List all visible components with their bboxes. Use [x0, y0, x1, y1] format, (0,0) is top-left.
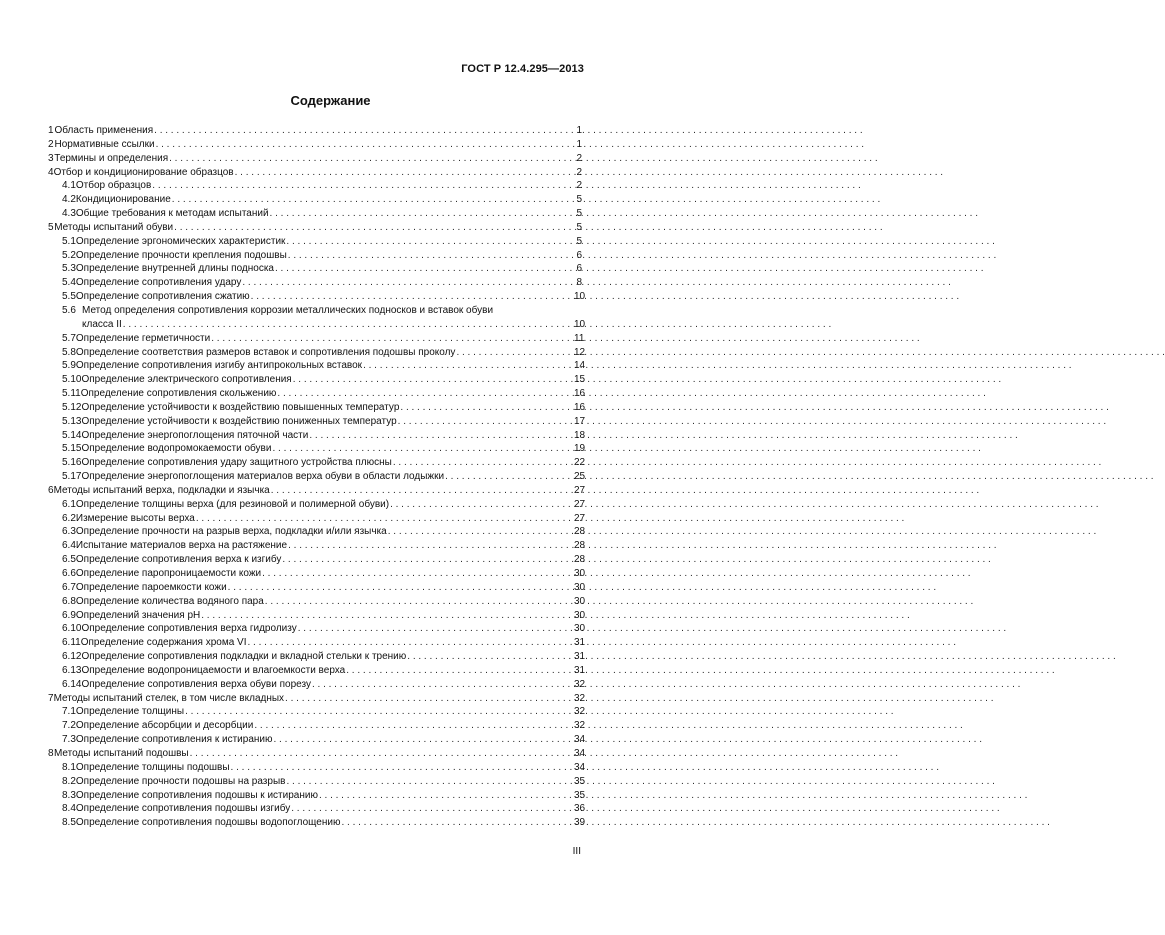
toc-entry[interactable]: [48, 747, 586, 761]
toc-entry-title-continuation: класса II: [82, 318, 122, 330]
toc-entry-page: 28: [574, 540, 586, 552]
toc-leader-dots: [298, 622, 573, 636]
toc-entry-number: 8.2: [62, 775, 76, 787]
toc-entry-number: 5.12: [62, 401, 82, 413]
toc-entry[interactable]: [48, 207, 582, 221]
toc-entry-title: Определение сопротивления верха гидролизу: [81, 623, 297, 635]
toc-entry[interactable]: [48, 789, 586, 803]
toc-leader-dots: [390, 498, 573, 512]
toc-entry-page: 34: [574, 734, 586, 746]
toc-entry-title: Определение прочности подошвы на разрыв: [75, 775, 286, 787]
toc-entry-title: Методы испытаний стелек, в том числе вкладных: [53, 692, 285, 704]
toc-leader-dots: [398, 415, 573, 429]
toc-leader-dots: [154, 124, 573, 138]
toc-entry-title: Определение энергопоглощения пяточной части: [81, 429, 309, 441]
toc-leader-dots: [275, 262, 573, 276]
toc-entry-page: 27: [574, 484, 586, 496]
toc-leader-dots: [312, 678, 573, 692]
toc-entry[interactable]: [48, 719, 586, 733]
toc-entry-number: 6.8: [62, 595, 76, 607]
toc-entry-page: 36: [574, 803, 586, 815]
toc-entry-number: 6.2: [62, 512, 76, 524]
toc-entry-page: 12: [574, 346, 586, 358]
toc-entry-title: Определение сопротивления к истиранию: [75, 734, 273, 746]
toc-entry-title: Область применения: [54, 125, 154, 136]
toc-entry-page: 31: [574, 637, 586, 649]
toc-leader-dots: [346, 664, 573, 678]
toc-entry-title: Определение внутренней длины подноска: [75, 263, 274, 275]
toc-leader-dots: [270, 207, 573, 221]
toc-entry-title: Определение эргономических характеристик: [75, 235, 286, 247]
toc-entry-page: 28: [574, 554, 586, 566]
toc-entry-page: 27: [574, 498, 586, 510]
toc-entry-number: 5.15: [62, 443, 82, 455]
toc-entry-number: 5.10: [62, 374, 82, 386]
toc-entry-number: 6.13: [62, 664, 82, 676]
toc-entry-title: Общие требования к методам испытаний: [75, 208, 269, 220]
toc-leader-dots: [196, 512, 573, 526]
toc-entry[interactable]: [48, 512, 586, 526]
toc-entry[interactable]: [48, 636, 586, 650]
toc-leader-dots: [272, 442, 573, 456]
toc-leader-dots: [254, 719, 573, 733]
toc-entry-page: 30: [574, 609, 586, 621]
toc-entry[interactable]: [48, 373, 586, 387]
toc-entry[interactable]: [48, 581, 586, 595]
toc-leader-dots: [185, 705, 573, 719]
toc-entry-title: Определение водопромокаемости обуви: [81, 443, 272, 455]
toc-entry-title: Определение сопротивления верха обуви порезу: [81, 678, 311, 690]
toc-leader-dots: [251, 290, 573, 304]
toc-entry-number: 3: [48, 152, 54, 164]
toc-entry-title: Определение прочности крепления подошвы: [75, 249, 287, 261]
toc-entry-title: Методы испытаний подошвы: [53, 747, 189, 759]
toc-leader-dots: [393, 456, 573, 470]
toc-entry-page: 1: [576, 125, 582, 136]
toc-entry[interactable]: [48, 138, 582, 152]
toc-entry-page: 19: [574, 443, 586, 455]
toc-entry-title: Определение устойчивости к воздействию повышенных температур: [81, 401, 400, 413]
toc-entry-title: Отбор и кондиционирование образцов: [53, 166, 234, 178]
toc-entry-title: Определение герметичности: [75, 332, 211, 344]
page-title: Содержание: [290, 93, 371, 108]
toc-entry[interactable]: [48, 193, 582, 207]
toc-entry[interactable]: [48, 249, 582, 263]
toc-entry-number: 6.6: [62, 568, 76, 579]
toc-entry-page: 30: [574, 581, 586, 593]
toc-entry[interactable]: [48, 622, 586, 636]
toc-entry-page: 2: [576, 166, 582, 178]
toc-entry-number: 5.17: [62, 471, 82, 483]
toc-leader-dots: [288, 539, 573, 553]
toc-entry-title: Нормативные ссылки: [54, 138, 155, 150]
toc-entry[interactable]: [48, 678, 586, 692]
toc-entry-title: Определение паропроницаемости кожи: [75, 568, 262, 579]
toc-leader-dots: [293, 373, 573, 387]
toc-leader-dots: [286, 235, 573, 249]
toc-entry[interactable]: [48, 387, 586, 401]
toc-entry-page: 15: [574, 374, 586, 386]
toc-entry[interactable]: [48, 761, 586, 775]
toc-entry[interactable]: [48, 609, 586, 623]
toc-entry-page: 1: [576, 138, 582, 150]
table-of-contents: [48, 124, 586, 830]
toc-entry-title: Измерение высоты верха: [75, 512, 195, 524]
toc-entry-page: 34: [574, 747, 586, 759]
toc-entry-number: 8: [48, 747, 54, 759]
toc-entry-page: 6: [576, 249, 582, 261]
toc-entry-page: 16: [574, 388, 586, 400]
toc-entry-page: 8: [576, 277, 582, 289]
toc-entry-title: Определение количества водяного пара: [75, 595, 264, 607]
toc-entry[interactable]: [48, 332, 585, 346]
toc-entry-title: Определение сопротивления верха к изгибу: [75, 554, 282, 566]
toc-entry-title: Определение водопроницаемости и влагоемкости верха: [81, 664, 346, 676]
toc-entry-number: 5: [48, 221, 54, 233]
toc-leader-dots: [445, 470, 573, 484]
toc-entry-page: 5: [576, 194, 582, 206]
toc-entry-number: 8.3: [62, 789, 76, 801]
toc-entry[interactable]: [48, 539, 586, 553]
toc-leader-dots: [407, 650, 573, 664]
toc-entry-page: 32: [574, 678, 586, 690]
toc-leader-dots: [277, 387, 573, 401]
toc-entry-number: 6.5: [62, 554, 76, 566]
toc-entry[interactable]: [48, 235, 582, 249]
toc-entry[interactable]: [48, 733, 586, 747]
toc-entry-page: 27: [574, 512, 586, 524]
toc-entry[interactable]: [48, 262, 582, 276]
toc-leader-dots: [172, 193, 573, 207]
toc-entry-number: 6.10: [62, 623, 82, 635]
toc-entry-title: Термины и определения: [54, 152, 169, 164]
toc-entry-page: 31: [574, 664, 586, 676]
toc-leader-dots: [211, 332, 573, 346]
toc-entry-number: 5.14: [62, 429, 82, 441]
toc-entry-number: 2: [48, 138, 54, 150]
toc-leader-dots: [248, 636, 574, 650]
toc-entry-number: 5.5: [62, 291, 76, 303]
toc-entry[interactable]: [48, 595, 586, 609]
toc-leader-dots: [201, 609, 573, 623]
toc-entry-title: Определение прочности на разрыв верха, подкладки и/или язычка: [75, 526, 387, 538]
toc-entry-page: 14: [574, 360, 586, 372]
toc-entry-number: 7.1: [62, 706, 76, 718]
toc-entry-title: Определение сопротивления подкладки и вкладной стельки к трению: [81, 651, 407, 663]
toc-entry[interactable]: [48, 775, 586, 789]
toc-entry-number: 1: [48, 125, 54, 136]
toc-entry-page: 5: [576, 221, 582, 233]
toc-entry-title: Определение содержания хрома VI: [80, 637, 247, 649]
toc-entry-page: 30: [574, 595, 586, 607]
toc-entry-page: 35: [574, 789, 586, 801]
toc-entry-number: 6.1: [62, 498, 76, 510]
toc-entry[interactable]: [48, 553, 586, 567]
toc-entry[interactable]: [48, 304, 582, 318]
toc-entry-title: Определение сопротивления изгибу антипрокольных вставок: [75, 360, 363, 372]
toc-entry-page: 10: [574, 318, 586, 330]
toc-leader-dots: [231, 761, 573, 775]
toc-entry-title: Методы испытаний обуви: [54, 221, 174, 233]
toc-entry-number: 6.14: [62, 678, 82, 690]
toc-entry-title: Определение энергопоглощения материалов верха обуви в области лодыжки: [81, 471, 445, 483]
toc-entry-number: 6.3: [62, 526, 76, 538]
toc-entry[interactable]: [48, 221, 582, 235]
toc-entry-title: Определение абсорбции и десорбции: [75, 720, 254, 732]
toc-entry-number: 8.4: [62, 803, 76, 815]
toc-entry-page: 2: [576, 152, 582, 164]
toc-entry[interactable]: [48, 442, 586, 456]
toc-entry-page: 2: [576, 180, 582, 192]
toc-entry-number: 5.16: [62, 457, 82, 469]
toc-leader-dots: [288, 249, 573, 263]
toc-leader-dots: [285, 692, 573, 706]
toc-entry-title: Испытание материалов верха на растяжение: [75, 540, 288, 552]
toc-entry-page: 30: [574, 568, 586, 579]
toc-entry-page: 28: [574, 526, 586, 538]
toc-entry-page: 11: [574, 332, 585, 344]
toc-entry-title: Кондиционирование: [75, 194, 171, 206]
toc-entry-title: Определение сопротивления подошвы к истиранию: [75, 789, 318, 801]
toc-entry-page: 5: [576, 208, 582, 220]
toc-entry-number: 6: [48, 484, 54, 496]
toc-leader-dots: [242, 276, 573, 290]
toc-entry-title: Определение сопротивления скольжению: [80, 388, 277, 400]
toc-entry-number: 5.4: [62, 277, 76, 289]
toc-entry-number: 5.9: [62, 360, 76, 372]
toc-leader-dots: [282, 553, 573, 567]
toc-entry-title: Определение толщины подошвы: [75, 761, 230, 773]
toc-entry-title: Методы испытаний верха, подкладки и язычка: [53, 484, 270, 496]
toc-entry-number: 7: [48, 692, 54, 704]
toc-entry[interactable]: [48, 359, 586, 373]
toc-leader-dots: [291, 802, 573, 816]
toc-entry-number: 5.6: [62, 304, 76, 316]
toc-entry-number: 8.5: [62, 817, 76, 829]
toc-entry-title: Определение сопротивления удару: [75, 277, 242, 289]
toc-entry-title: Определение толщины: [75, 706, 185, 718]
toc-entry-page: 10: [574, 291, 586, 303]
toc-leader-dots: [228, 581, 573, 595]
toc-entry-number: 5.7: [62, 332, 76, 344]
toc-entry-number: 6.4: [62, 540, 76, 552]
toc-entry-number: 5.1: [62, 235, 76, 247]
toc-entry-number: 7.3: [62, 734, 76, 746]
toc-entry[interactable]: [48, 152, 582, 166]
toc-entry-number: 4: [48, 166, 54, 178]
toc-entry-number: 5.13: [62, 415, 82, 427]
toc-entry-page: 30: [574, 623, 586, 635]
toc-leader-dots: [341, 816, 573, 830]
toc-entry-number: 6.9: [62, 609, 76, 621]
toc-entry[interactable]: [48, 498, 586, 512]
toc-leader-dots: [400, 401, 573, 415]
toc-entry[interactable]: [48, 290, 586, 304]
toc-entry[interactable]: [48, 525, 586, 539]
toc-entry-number: 5.2: [62, 249, 76, 261]
toc-entry[interactable]: [48, 179, 582, 193]
toc-entry-title: Определение толщины верха (для резиновой и полимерной обуви): [75, 498, 390, 510]
toc-entry-number: 5.11: [62, 388, 81, 400]
toc-entry-page: 39: [574, 817, 586, 829]
toc-leader-dots: [123, 318, 573, 332]
toc-entry-number: 4.2: [62, 194, 76, 206]
toc-entry-number: 6.11: [62, 637, 81, 649]
toc-entry-title: Определение сопротивления сжатию: [75, 291, 250, 303]
toc-entry-page: 32: [574, 720, 586, 732]
toc-leader-dots: [363, 359, 573, 373]
toc-entry-number: 4.1: [62, 180, 76, 192]
toc-entry-title: Определений значения pH: [75, 609, 201, 621]
toc-entry[interactable]: [48, 470, 586, 484]
toc-entry[interactable]: [48, 415, 586, 429]
toc-entry[interactable]: [48, 401, 586, 415]
toc-leader-dots: [156, 138, 573, 152]
toc-entry-continuation[interactable]: [48, 318, 586, 332]
toc-entry-page: 34: [574, 761, 586, 773]
toc-leader-dots: [169, 152, 573, 166]
toc-entry-page: 32: [574, 692, 586, 704]
toc-entry[interactable]: [48, 276, 582, 290]
page-number: III: [572, 846, 581, 857]
toc-entry[interactable]: [48, 705, 586, 719]
toc-leader-dots: [319, 789, 573, 803]
toc-entry-title: Определение сопротивления подошвы изгибу: [75, 803, 291, 815]
toc-leader-dots: [262, 567, 573, 581]
toc-entry-title: Определение сопротивления подошвы водопоглощению: [75, 817, 341, 829]
toc-leader-dots: [235, 166, 573, 180]
toc-entry-page: 18: [574, 429, 586, 441]
toc-entry-title: Определение электрического сопротивления: [81, 374, 292, 386]
toc-leader-dots: [286, 775, 573, 789]
document-code: ГОСТ Р 12.4.295—2013: [461, 63, 584, 75]
toc-entry[interactable]: [48, 346, 586, 360]
toc-entry-number: 8.1: [62, 761, 76, 773]
toc-leader-dots: [271, 484, 573, 498]
toc-entry-page: 25: [574, 471, 586, 483]
toc-entry[interactable]: [48, 692, 586, 706]
toc-entry-page: 5: [576, 235, 582, 247]
toc-entry-title: Определение сопротивления удару защитного устройства плюсны: [81, 457, 392, 469]
toc-entry[interactable]: [48, 650, 586, 664]
toc-entry-number: 5.3: [62, 263, 76, 275]
toc-entry-title: Определение соответствия размеров вставок и сопротивления подошвы проколу: [75, 346, 456, 358]
toc-entry[interactable]: [48, 456, 586, 470]
toc-entry[interactable]: [48, 484, 586, 498]
toc-entry[interactable]: [48, 124, 582, 138]
toc-entry-title: Метод определения сопротивления коррозии металлических подносков и вставок обуви: [82, 304, 494, 316]
toc-leader-dots: [309, 429, 573, 443]
toc-entry-title: Определение пароемкости кожи: [75, 581, 227, 593]
toc-entry[interactable]: [48, 816, 586, 830]
toc-entry[interactable]: [48, 429, 586, 443]
toc-entry-title: Отбор образцов: [75, 180, 152, 192]
toc-entry-number: 4.3: [62, 208, 76, 220]
toc-entry[interactable]: [48, 664, 586, 678]
toc-leader-dots: [265, 595, 573, 609]
toc-entry-page: 16: [574, 401, 586, 413]
toc-entry-page: 22: [574, 457, 586, 469]
toc-entry-page: 32: [574, 706, 586, 718]
toc-entry-number: 7.2: [62, 720, 76, 732]
toc-entry-page: 31: [574, 651, 586, 663]
toc-leader-dots: [152, 179, 573, 193]
toc-entry-number: 5.8: [62, 346, 76, 358]
toc-leader-dots: [388, 525, 573, 539]
toc-entry-number: 6.12: [62, 651, 82, 663]
toc-entry-page: 35: [574, 775, 586, 787]
toc-entry[interactable]: [48, 802, 586, 816]
toc-leader-dots: [274, 733, 574, 747]
toc-entry[interactable]: [48, 166, 582, 180]
toc-entry-page: 6: [576, 263, 582, 275]
toc-entry[interactable]: [48, 567, 586, 581]
toc-leader-dots: [174, 221, 573, 235]
toc-leader-dots: [456, 346, 573, 360]
toc-entry-page: 17: [574, 415, 586, 427]
toc-entry-title: Определение устойчивости к воздействию пониженных температур: [81, 415, 397, 427]
toc-entry-number: 6.7: [62, 581, 76, 593]
toc-leader-dots: [190, 747, 573, 761]
